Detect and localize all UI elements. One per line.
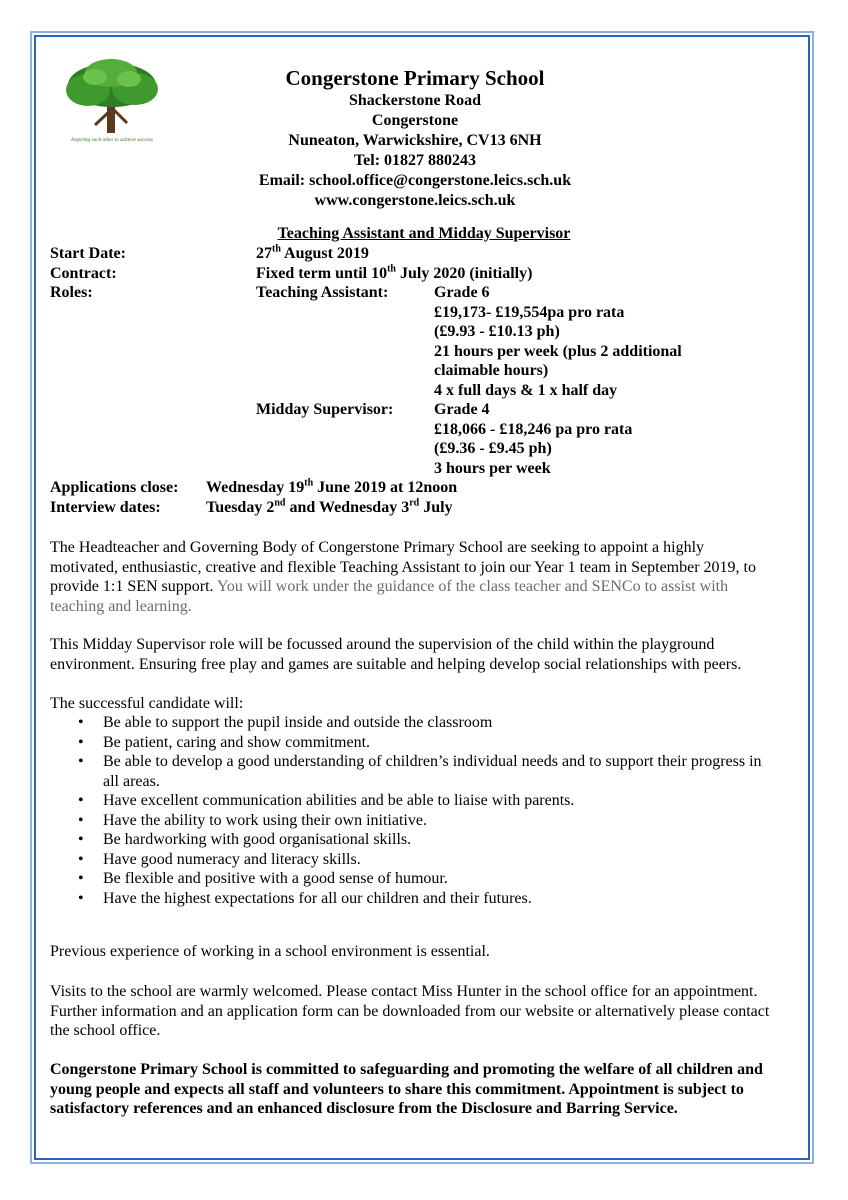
ta-line-2: £19,173- £19,554pa pro rata: [434, 304, 625, 321]
telephone: Tel: 01827 880243: [353, 152, 477, 169]
roles-label: Roles:: [50, 284, 93, 301]
bullet-icon: •: [78, 870, 84, 887]
ta-line-5: claimable hours): [434, 362, 549, 379]
list-item: • Be flexible and positive with a good sense of humour.: [78, 870, 448, 887]
ms-line-4: 3 hours per week: [434, 460, 551, 477]
list-item: • Be able to develop a good understanding of children’s individual needs and to support their progress in all areas.: [78, 753, 762, 790]
list-item: • Have the ability to work using their own initiative.: [78, 811, 427, 829]
ms-line-1: Grade 4: [434, 401, 490, 418]
list-item: • Have excellent communication abilities and be able to liaise with parents.: [78, 792, 575, 809]
bullet-icon: •: [78, 850, 84, 868]
start-date-label: Start Date:: [50, 245, 126, 262]
list-item: • Have good numeracy and literacy skills.: [78, 850, 361, 868]
ms-line-2: £18,066 - £18,246 pa pro rata: [434, 421, 633, 438]
candidate-intro: The successful candidate will:: [50, 695, 244, 712]
address-line-2: Congerstone: [371, 112, 459, 129]
ta-line-4: 21 hours per week (plus 2 additional: [434, 343, 682, 360]
ta-line-3: (£9.93 - £10.13 ph): [434, 323, 560, 340]
list-item: • Be hardworking with good organisational skills.: [78, 831, 412, 848]
intro-paragraph: The Headteacher and Governing Body of Congerstone Primary School are seeking to appoint a highly motivated, enthusiastic, creative and flexible Teaching Assistant to join our Year 1 team in September 2019, to provide 1:1 SEN support. You will work under the guidance of the class teacher and SENCo to assist with teaching and learning.: [50, 539, 756, 615]
bullet-icon: •: [78, 733, 84, 751]
bullet-icon: •: [78, 889, 84, 907]
contract-label: Contract:: [50, 265, 117, 282]
start-date-value: 27th August 2019: [256, 243, 369, 262]
list-item: • Be able to support the pupil inside and outside the classroom: [78, 714, 493, 731]
applications-close-label: Applications close:: [50, 479, 179, 496]
ms-line-3: (£9.36 - £9.45 ph): [434, 440, 552, 457]
bullet-icon: •: [78, 811, 84, 829]
website: www.congerstone.leics.sch.uk: [314, 192, 516, 209]
bullet-icon: •: [78, 714, 84, 731]
ta-line-6: 4 x full days & 1 x half day: [434, 382, 618, 399]
bullet-icon: •: [78, 831, 84, 848]
safeguarding-statement: Congerstone Primary School is committed to safeguarding and promoting the welfare of all children and young people and expects all staff and volunteers to share this commitment. Appointment is subject to satisfactory references and an enhanced disclosure from the Disclosure and Barring Service.: [50, 1061, 763, 1117]
ta-line-1: Grade 6: [434, 284, 490, 301]
midday-paragraph: This Midday Supervisor role will be focussed around the supervision of the child within the playground environment. Ensuring free play and games are suitable and helping develop social relationships with peers.: [50, 636, 742, 673]
bullet-icon: •: [78, 753, 84, 770]
email: Email: school.office@congerstone.leics.sch.uk: [258, 172, 572, 189]
list-item: • Have the highest expectations for all our children and their futures.: [78, 889, 532, 907]
visits-paragraph: Visits to the school are warmly welcomed. Please contact Miss Hunter in the school office for an appointment. Further information and an application form can be downloaded from our website or alternatively please contact the school office.: [50, 983, 770, 1039]
logo-tagline: Inspiring each other to achieve success: [71, 137, 153, 143]
school-header: [230, 66, 600, 211]
candidate-requirements-list: [50, 713, 770, 908]
midday-supervisor-label: Midday Supervisor:: [256, 401, 394, 418]
teaching-assistant-label: Teaching Assistant:: [256, 284, 389, 301]
applications-close-value: Wednesday 19th June 2019 at 12noon: [206, 477, 458, 496]
school-name: Congerstone Primary School: [285, 66, 545, 90]
interview-dates-label: Interview dates:: [50, 499, 161, 516]
contract-value: Fixed term until 10th July 2020 (initially): [256, 263, 533, 282]
school-tree-logo: [55, 55, 170, 145]
interview-dates-value: Tuesday 2nd and Wednesday 3rd July: [206, 497, 453, 516]
experience-paragraph: Previous experience of working in a school environment is essential.: [50, 943, 490, 960]
bullet-icon: •: [78, 792, 84, 809]
intro-guidance-text: You will work under the guidance of the class teacher and SENCo to assist with teaching and learning.: [50, 578, 729, 615]
address-line-1: Shackerstone Road: [348, 92, 481, 109]
address-line-3: Nuneaton, Warwickshire, CV13 6NH: [288, 132, 542, 149]
job-title: Teaching Assistant and Midday Supervisor: [277, 225, 571, 242]
list-item: • Be patient, caring and show commitment.: [78, 733, 371, 751]
